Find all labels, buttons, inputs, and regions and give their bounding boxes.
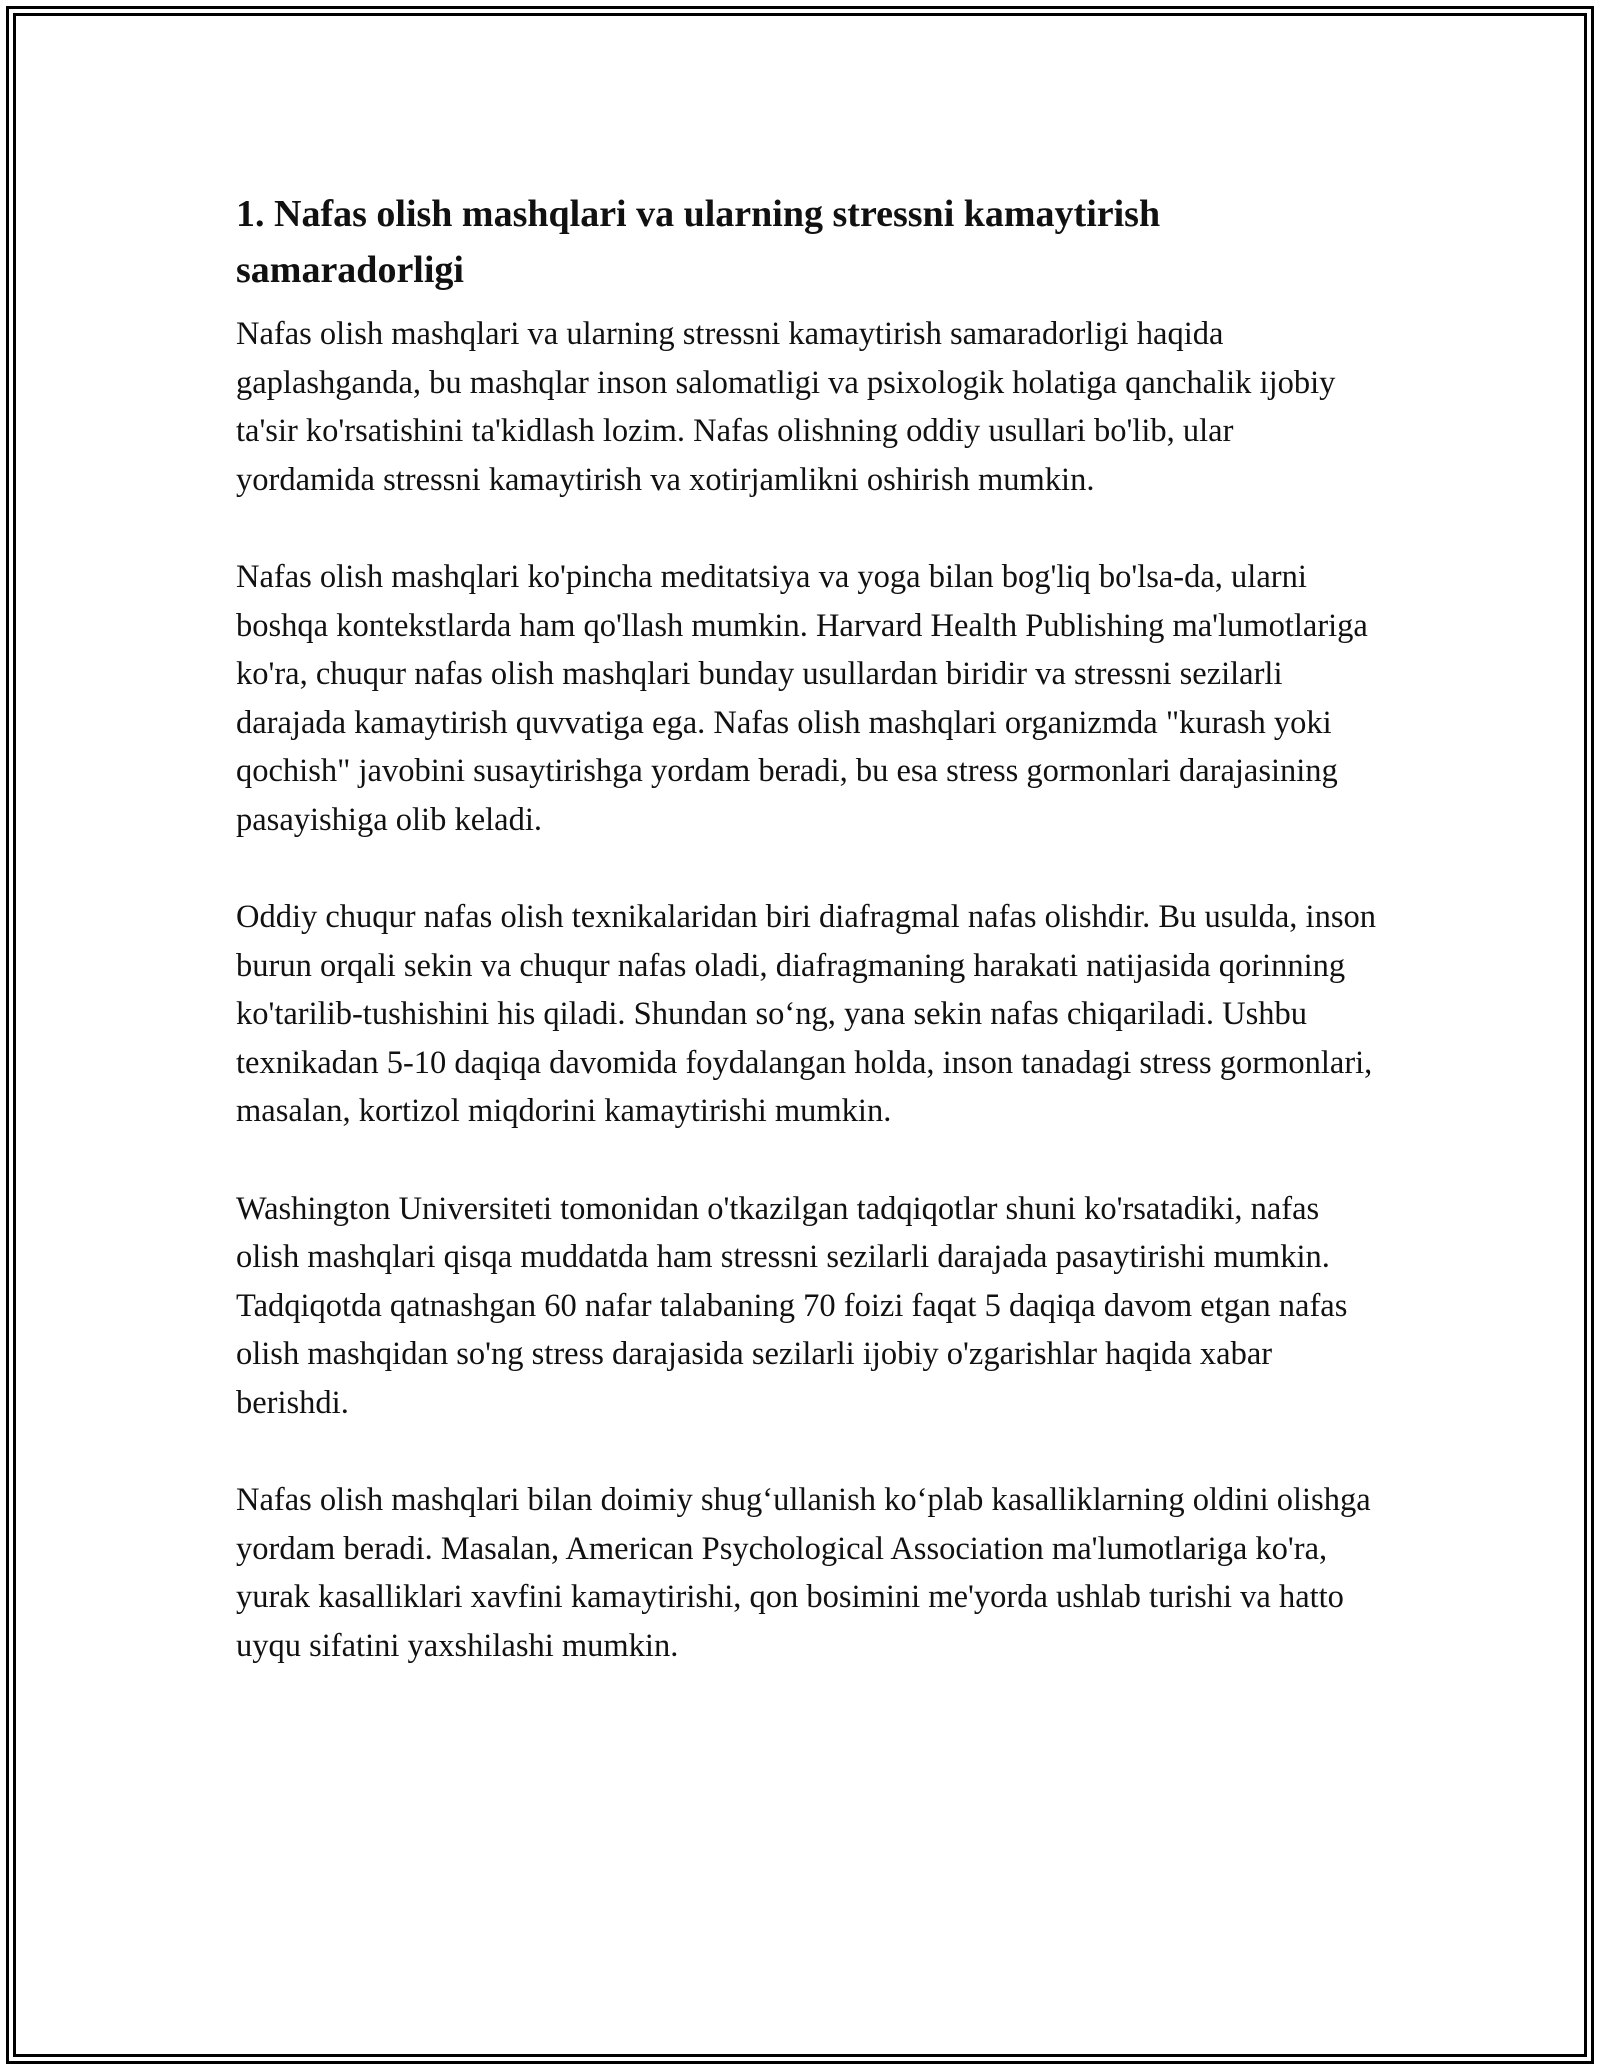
paragraph-2: Nafas olish mashqlari ko'pincha meditatsiya va yoga bilan bog'liq bo'lsa-da, ularni boshqa kontekstlarda ham qo'llash mumkin. Harvard Health Publishing ma'lumotlariga ko'ra, chuqur nafas olish mashqlari bunday usullardan biridir va stressni sezilarli darajada kamaytirish quvvatiga ega. Nafas olish mashqlari organizmda "kurash yoki qochish" javobini susaytirishga yordam beradi, bu esa stress gormonlari darajasining pasayishiga olib keladi. [236,559,1368,838]
paragraph-5: Nafas olish mashqlari bilan doimiy shug‘ullanish ko‘plab kasalliklarning oldini olishga yordam beradi. Masalan, American Psychological Association ma'lumotlariga ko'ra, yurak kasalliklari xavfini kamaytirishi, qon bosimini me'yorda ushlab turishi va hatto uyqu sifatini yaxshilashi mumkin. [236,1482,1371,1664]
paragraph-4: Washington Universiteti tomonidan o'tkazilgan tadqiqotlar shuni ko'rsatadiki, nafas olish mashqlari qisqa muddatda ham stressni sezilarli darajada pasaytirishi mumkin. Tadqiqotda qatnashgan 60 nafar talabaning 70 foizi faqat 5 daqiqa davom etgan nafas olish mashqidan so'ng stress darajasida sezilarli ijobiy o'zgarishlar haqida xabar berishdi. [236,1190,1348,1421]
document-body [236,186,1376,1719]
paragraph-3: Oddiy chuqur nafas olish texnikalaridan biri diafragmal nafas olishdir. Bu usulda, inson burun orqali sekin va chuqur nafas oladi, diafragmaning harakati natijasida qorinning ko'tarilib-tushishini his qiladi. Shundan so‘ng, yana sekin nafas chiqariladi. Ushbu texnikadan 5-10 daqiqa davomida foydalangan holda, inson tanadagi stress gormonlari, masalan, kortizol miqdorini kamaytirishi mumkin. [236,899,1376,1129]
section-heading: 1. Nafas olish mashqlari va ularning stressni kamaytirish samaradorligi [236,193,1161,291]
paragraph-1: Nafas olish mashqlari va ularning stressni kamaytirish samaradorligi haqida gaplashganda, bu mashqlar inson salomatligi va psixologik holatiga qanchalik ijobiy ta'sir ko'rsatishini ta'kidlash lozim. Nafas olishning oddiy usullari bo'lib, ular yordamida stressni kamaytirish va xotirjamlikni oshirish mumkin. [236,316,1336,498]
